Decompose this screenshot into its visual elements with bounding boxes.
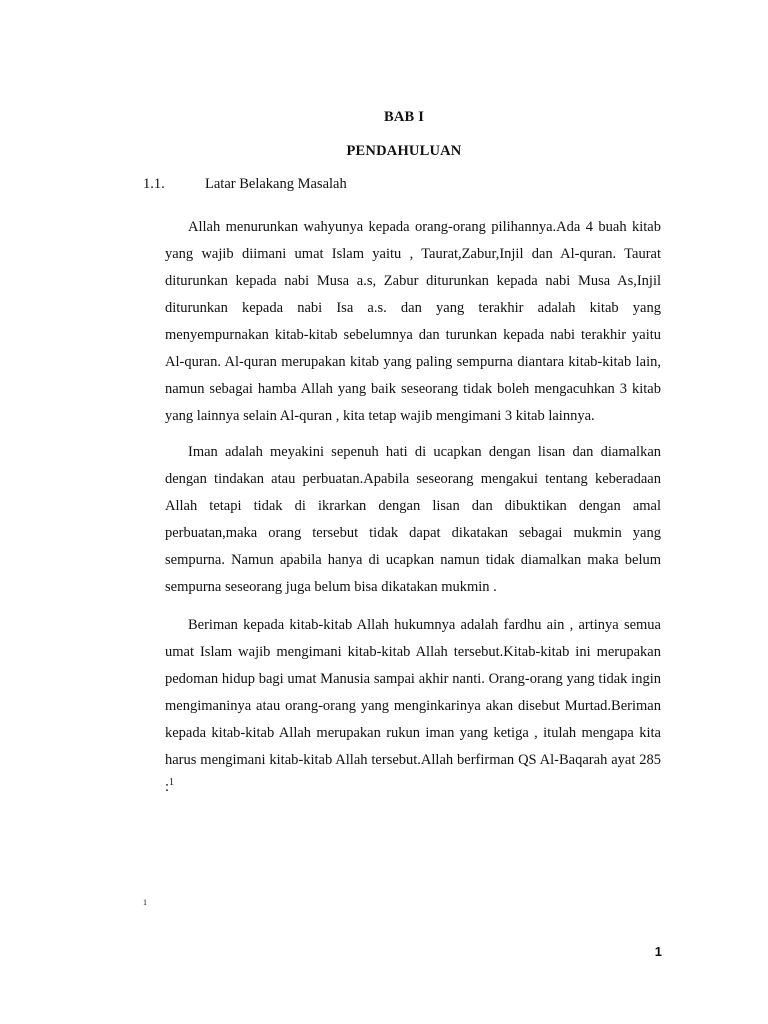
page-number: 1 [654,944,662,959]
chapter-title: PENDAHULUAN [346,143,462,159]
footnote-reference[interactable]: 1 [169,777,175,789]
section-number: 1.1. [143,176,165,192]
paragraph-text: Beriman kepada kitab-kitab Allah hukumnya adalah fardhu ain , artinya semua umat Islam wajib mengimani kitab-kitab Allah tersebut.Kitab-kitab ini merupakan pedoman hidup bagi umat Manusia sampai akhir nanti. Orang-orang yang tidak ingin mengimaninya atau orang-orang yang menginkarinya akan disebut Murtad.Beriman kepada kitab-kitab Allah merupakan rukun iman yang ketiga , itulah mengapa kita harus mengimani kitab-kitab Allah tersebut.Allah berfirman QS Al-Baqarah ayat 285 : [165,617,661,795]
footnote-marker: 1 [143,898,147,907]
section-title: Latar Belakang Masalah [205,176,347,192]
chapter-label: BAB I [383,109,425,125]
paragraph: Allah menurunkan wahyunya kepada orang-orang pilihannya.Ada 4 buah kitab yang wajib diimani umat Islam yaitu , Taurat,Zabur,Injil dan Al-quran. Taurat diturunkan kepada nabi Musa a.s, Zabur diturunkan kepada nabi Musa As,Injil diturunkan kepada nabi Isa a.s. dan yang terakhir adalah kitab yang menyempurnakan kitab-kitab sebelumnya dan turunkan kepada nabi terakhir yaitu Al-quran. Al-quran merupakan kitab yang paling sempurna diantara kitab-kitab lain, namun sebagai hamba Allah yang baik seseorang tidak boleh mengacuhkan 3 kitab yang lainnya selain Al-quran , kita tetap wajib mengimani 3 kitab lainnya. [165,219,661,424]
section-heading [143,176,347,193]
paragraph: Iman adalah meyakini sepenuh hati di ucapkan dengan lisan dan diamalkan dengan tindakan atau perbuatan.Apabila seseorang mengakui tentang keberadaan Allah tetapi tidak di ikrarkan dengan lisan dan dibuktikan dengan amal perbuatan,maka orang tersebut tidak dapat dikatakan sebagai mukmin yang sempurna. Namun apabila hanya di ucapkan namun tidak diamalkan maka belum sempurna seseorang juga belum bisa dikatakan mukmin . [165,444,661,595]
paragraph-with-footnote [165,612,661,801]
